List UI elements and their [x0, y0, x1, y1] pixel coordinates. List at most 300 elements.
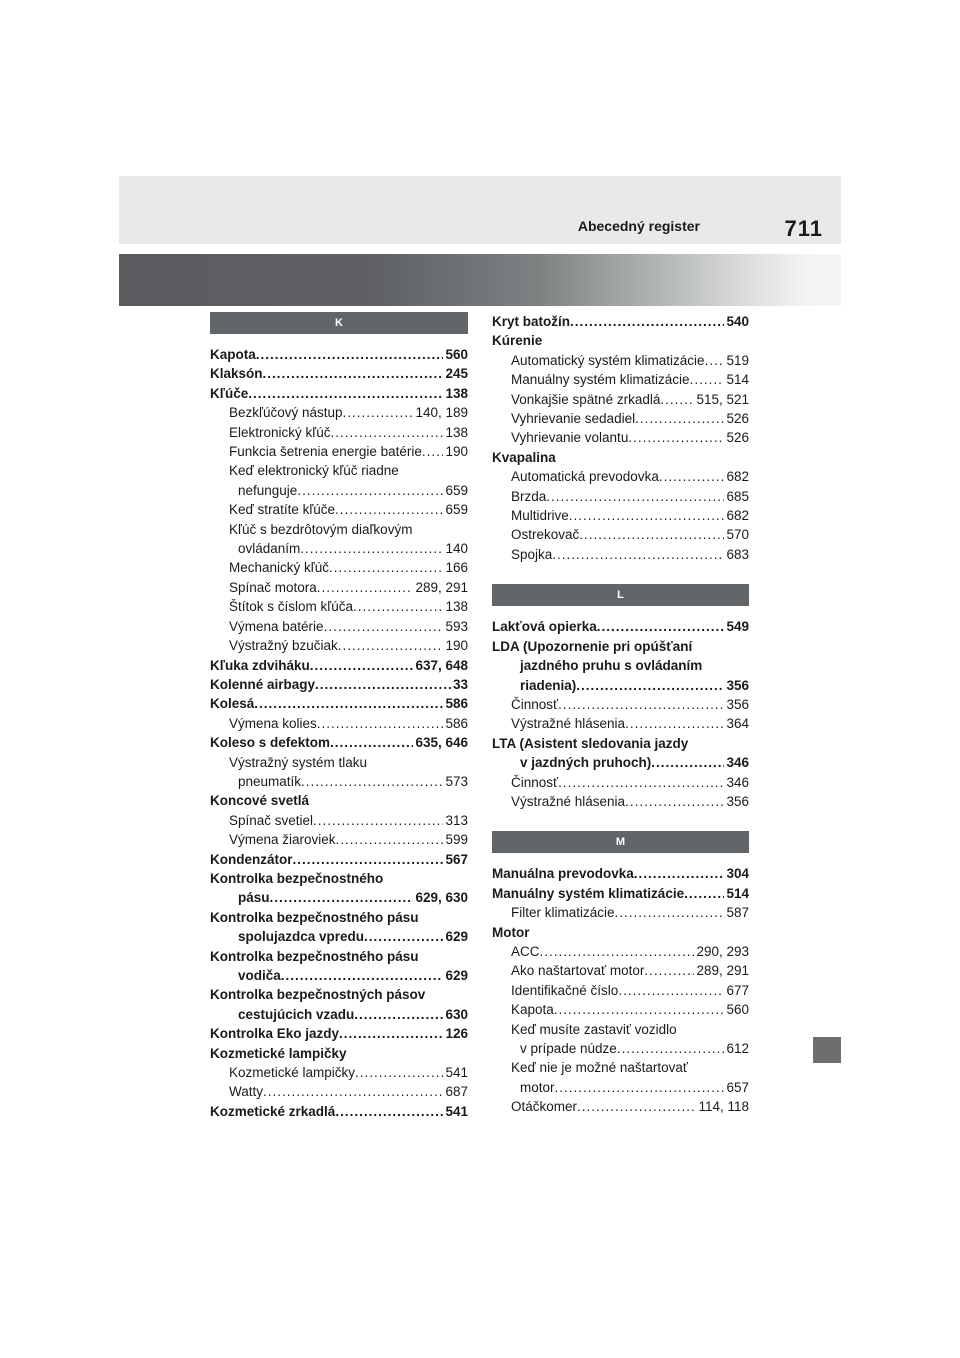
header-gradient-bar: [119, 254, 841, 306]
index-column-right: [492, 312, 749, 1117]
dot-leader: [628, 428, 724, 447]
page-reference[interactable]: 313: [445, 812, 468, 828]
page-reference[interactable]: 138: [445, 385, 468, 401]
index-subentry: [210, 461, 468, 480]
index-subentry: [492, 1078, 749, 1097]
index-entry: [210, 1005, 468, 1024]
entry-term: Výstražný bzučiak: [229, 638, 338, 654]
dot-leader: [615, 903, 725, 922]
index-entry: [210, 791, 468, 810]
entry-row: [511, 714, 749, 733]
page-reference[interactable]: 659: [445, 502, 468, 518]
entry-row: [210, 694, 468, 713]
index-subentry: [492, 695, 749, 714]
page-reference[interactable]: 549: [726, 619, 749, 635]
entry-term: Bezkľúčový nástup: [229, 405, 343, 421]
dot-leader: [684, 884, 724, 903]
entry-term: Keď musíte zastaviť vozidlo: [511, 1021, 677, 1037]
entry-term: Manuálna prevodovka: [492, 866, 634, 882]
page-reference[interactable]: 560: [445, 347, 468, 362]
entry-row: [229, 500, 468, 519]
index-subentry: [492, 1000, 749, 1019]
entry-term: ovládaním: [238, 541, 301, 557]
page-reference[interactable]: 364: [726, 716, 749, 732]
entry-term: pneumatík: [238, 773, 302, 789]
page-reference[interactable]: 290, 293: [696, 943, 749, 959]
dot-leader: [552, 545, 724, 564]
page-header: [119, 176, 841, 244]
entry-term: Otáčkomer: [511, 1099, 578, 1115]
page-reference[interactable]: 687: [445, 1084, 468, 1100]
dot-leader: [422, 442, 444, 461]
index-entry: [210, 985, 468, 1004]
entry-term: Kozmetické lampičky: [210, 1045, 347, 1061]
page-reference[interactable]: 190: [445, 638, 468, 654]
page-reference[interactable]: 587: [726, 905, 749, 921]
entry-row: [238, 481, 468, 500]
dot-leader: [625, 714, 724, 733]
page-reference[interactable]: 289, 291: [415, 579, 468, 595]
entry-term: Spínač motora: [229, 579, 317, 595]
entry-term: Identifikačné číslo: [511, 982, 619, 998]
index-column-left: [210, 312, 468, 1121]
entry-term: Watty: [229, 1084, 264, 1100]
entry-term: Keď stratíte kľúče: [229, 502, 336, 518]
section-spacer: [492, 564, 749, 584]
index-entry: [210, 384, 468, 403]
dot-leader: [297, 481, 443, 500]
page-reference[interactable]: 541: [445, 1065, 468, 1081]
index-subentry: [210, 539, 468, 558]
page-reference[interactable]: 630: [445, 1006, 468, 1022]
index-subentry: [492, 506, 749, 525]
entry-row: [511, 428, 749, 447]
entry-term: Kozmetické lampičky: [229, 1065, 356, 1081]
page-reference[interactable]: 573: [445, 773, 468, 789]
entry-row: [492, 312, 749, 331]
entry-term: Mechanický kľúč: [229, 560, 329, 576]
entry-term: Výmena kolies: [229, 715, 317, 731]
page-reference[interactable]: 356: [726, 793, 749, 809]
index-entry: [492, 448, 749, 467]
section-gap: [492, 853, 749, 864]
page-reference[interactable]: 612: [726, 1041, 749, 1056]
section-header-l: L: [492, 584, 749, 606]
entry-row: [520, 676, 749, 695]
page-reference[interactable]: 659: [445, 482, 468, 498]
dot-leader: [335, 1102, 443, 1121]
dot-leader: [254, 694, 443, 713]
dot-leader: [558, 773, 724, 792]
entry-row: [492, 617, 749, 636]
entry-row: [238, 772, 468, 791]
index-entry: [492, 676, 749, 695]
index-entry: [210, 1044, 468, 1063]
entry-term: v jazdných pruhoch): [520, 755, 652, 771]
index-entry: [492, 331, 749, 350]
page-reference[interactable]: 682: [726, 469, 749, 485]
entry-row: [229, 578, 468, 597]
dot-leader: [324, 617, 444, 636]
page-reference[interactable]: 586: [445, 696, 468, 712]
entry-row: [238, 966, 468, 985]
entry-term: Výmena žiaroviek: [229, 832, 336, 848]
entry-row: [238, 1005, 468, 1024]
index-entry: [210, 1024, 468, 1043]
dot-leader: [569, 506, 725, 525]
dot-leader: [281, 966, 444, 985]
section-gap: [210, 334, 468, 345]
index-subentry: [210, 753, 468, 772]
index-entry: [210, 733, 468, 752]
dot-leader: [644, 961, 694, 980]
entry-term: Štítok s číslom kľúča: [229, 599, 353, 615]
index-subentry: [210, 403, 468, 422]
entry-row: [210, 364, 468, 383]
index-subentry: [492, 792, 749, 811]
index-subentry: [492, 1097, 749, 1116]
entry-row: [511, 409, 749, 428]
entry-term: Multidrive: [511, 508, 569, 524]
index-subentry: [492, 370, 749, 389]
entry-row: [238, 927, 468, 946]
page-reference[interactable]: 635, 646: [415, 735, 468, 751]
entry-term: cestujúcich vzadu: [238, 1006, 355, 1022]
dot-leader: [554, 1000, 725, 1019]
entry-term: Automatická prevodovka: [511, 469, 659, 485]
entry-term: motor: [520, 1079, 555, 1095]
dot-leader: [558, 695, 724, 714]
page-reference[interactable]: 514: [726, 885, 749, 901]
page-reference[interactable]: 593: [445, 618, 468, 634]
entry-term: ACC: [511, 943, 540, 959]
entry-term: Kolenné airbagy: [210, 676, 316, 692]
page-reference[interactable]: 114, 118: [698, 1099, 749, 1115]
page-reference[interactable]: 356: [726, 677, 749, 693]
entry-term: Keď nie je možné naštartovať: [511, 1060, 688, 1076]
entry-row: [210, 384, 468, 403]
dot-leader: [343, 403, 414, 422]
index-subentry: [210, 617, 468, 636]
entry-row: [511, 695, 749, 714]
page-reference[interactable]: 515, 521: [696, 391, 749, 407]
page-reference[interactable]: 541: [445, 1103, 468, 1119]
entry-row: [520, 753, 749, 772]
dot-leader: [335, 500, 443, 519]
entry-row: [511, 942, 749, 961]
index-subentry: [492, 1058, 749, 1077]
index-entry: [210, 947, 468, 966]
index-entry: [210, 364, 468, 383]
entry-term: Ako naštartovať motor: [511, 963, 645, 979]
index-entry: [492, 312, 749, 331]
dot-leader: [651, 753, 724, 772]
entry-row: [511, 467, 749, 486]
page-reference[interactable]: 637, 648: [415, 657, 468, 673]
entry-row: [229, 442, 468, 461]
entry-term: Výmena batérie: [229, 618, 324, 634]
index-subentry: [492, 1039, 749, 1058]
entry-row: [210, 345, 468, 364]
page-reference[interactable]: 304: [726, 866, 749, 882]
entry-term: Vonkajšie spätné zrkadlá: [511, 391, 661, 407]
page-reference[interactable]: 586: [445, 715, 468, 731]
entry-term: jazdného pruhu s ovládaním: [520, 658, 703, 674]
header-title: Abecedný register: [577, 218, 700, 234]
index-subentry: [492, 428, 749, 447]
page-reference[interactable]: 289, 291: [696, 963, 749, 979]
dot-leader: [293, 850, 444, 869]
entry-term: Výstražný systém tlaku: [229, 754, 368, 770]
entry-row: [511, 487, 749, 506]
dot-leader: [310, 656, 414, 675]
page-reference[interactable]: 657: [726, 1079, 749, 1095]
entry-term: Výstražné hlásenia: [511, 793, 626, 809]
entry-row: [229, 597, 468, 616]
dot-leader: [659, 467, 725, 486]
page-reference[interactable]: 526: [726, 411, 749, 427]
entry-term: Kozmetické zrkadlá: [210, 1103, 336, 1119]
page-reference[interactable]: 140: [445, 541, 468, 557]
index-subentry: [210, 1063, 468, 1082]
entry-row: [229, 830, 468, 849]
entry-row: [229, 1082, 468, 1101]
entry-term: riadenia): [520, 677, 577, 693]
entry-row: [511, 792, 749, 811]
index-subentry: [492, 351, 749, 370]
entry-term: Koleso s defektom: [210, 735, 331, 751]
page-reference[interactable]: 629, 630: [415, 890, 468, 906]
entry-row: [492, 884, 749, 903]
entry-term: Vyhrievanie volantu: [511, 430, 629, 446]
index-subentry: [210, 772, 468, 791]
index-subentry: [210, 830, 468, 849]
index-entry: [210, 908, 468, 927]
dot-leader: [317, 578, 414, 597]
entry-row: [511, 981, 749, 1000]
page-reference[interactable]: 526: [726, 430, 749, 446]
page-reference[interactable]: 560: [726, 1002, 749, 1018]
entry-row: [238, 539, 468, 558]
entry-term: Kapota: [511, 1002, 554, 1018]
dot-leader: [570, 312, 724, 331]
page-reference[interactable]: 190: [445, 444, 468, 460]
page-reference[interactable]: 33: [452, 676, 468, 692]
page-reference[interactable]: 567: [445, 851, 468, 867]
dot-leader: [597, 617, 725, 636]
entry-row: [210, 675, 468, 694]
dot-leader: [263, 1082, 443, 1101]
page-reference[interactable]: 346: [726, 755, 749, 771]
entry-term: Keď elektronický kľúč riadne: [229, 463, 399, 479]
entry-row: [520, 1078, 749, 1097]
page-reference[interactable]: 677: [726, 982, 749, 998]
entry-term: Filter klimatizácie: [511, 905, 615, 921]
entry-term: Klaksón: [210, 366, 263, 382]
index-subentry: [492, 390, 749, 409]
entry-term: Kontrolka bezpečnostného pásu: [210, 909, 419, 925]
dot-leader: [705, 351, 725, 370]
page-reference[interactable]: 682: [726, 508, 749, 524]
dot-leader: [315, 675, 451, 694]
index-subentry: [492, 487, 749, 506]
entry-row: [511, 370, 749, 389]
index-entry: [210, 869, 468, 888]
index-subentry: [492, 942, 749, 961]
index-entry: [210, 694, 468, 713]
dot-leader: [540, 942, 695, 961]
index-subentry: [492, 903, 749, 922]
entry-row: [210, 733, 468, 752]
entry-row: [511, 525, 749, 544]
entry-term: Výstražné hlásenia: [511, 716, 626, 732]
page-reference[interactable]: 140, 189: [415, 405, 468, 421]
entry-term: Spojka: [511, 546, 553, 562]
index-entry: [210, 656, 468, 675]
index-entry: [492, 864, 749, 883]
entry-term: v prípade núdze: [520, 1041, 617, 1056]
page-reference[interactable]: 346: [726, 774, 749, 790]
index-entry: [210, 888, 468, 907]
dot-leader: [339, 1024, 443, 1043]
page-reference[interactable]: 629: [445, 929, 468, 945]
index-entry: [210, 850, 468, 869]
index-entry: [492, 923, 749, 942]
entry-row: [229, 811, 468, 830]
entry-term: Lakťová opierka: [492, 619, 597, 635]
index-subentry: [492, 714, 749, 733]
section-spacer: [492, 811, 749, 831]
entry-row: [238, 888, 468, 907]
entry-term: Kontrolka bezpečnostného pásu: [210, 948, 419, 964]
page-reference[interactable]: 683: [726, 546, 749, 562]
dot-leader: [270, 888, 414, 907]
dot-leader: [579, 525, 724, 544]
entry-term: Kľúč s bezdrôtovým diaľkovým: [229, 521, 413, 537]
page-reference[interactable]: 540: [726, 314, 749, 329]
thumb-index-tab: [813, 1037, 841, 1063]
index-subentry: [210, 1082, 468, 1101]
entry-row: [511, 545, 749, 564]
entry-term: Koncové svetlá: [210, 793, 310, 809]
section-gap: [492, 606, 749, 617]
entry-term: Činnosť: [511, 696, 559, 712]
entry-row: [229, 636, 468, 655]
entry-term: Kapota: [210, 347, 256, 362]
entry-row: [511, 773, 749, 792]
entry-row: [511, 351, 749, 370]
entry-term: Automatický systém klimatizácie: [511, 352, 705, 368]
dot-leader: [690, 370, 725, 389]
index-entry: [492, 884, 749, 903]
entry-term: Spínač svetiel: [229, 812, 314, 828]
index-subentry: [210, 481, 468, 500]
entry-row: [210, 656, 468, 675]
page-reference[interactable]: 126: [445, 1026, 468, 1042]
entry-term: spolujazdca vpredu: [238, 929, 365, 945]
index-subentry: [210, 714, 468, 733]
entry-term: vodiča: [238, 968, 281, 983]
entry-term: LTA (Asistent sledovania jazdy: [492, 735, 689, 751]
entry-term: Činnosť: [511, 774, 559, 790]
index-subentry: [492, 1020, 749, 1039]
entry-term: Vyhrievanie sedadiel: [511, 411, 636, 427]
index-subentry: [210, 520, 468, 539]
dot-leader: [364, 927, 443, 946]
page-reference[interactable]: 138: [445, 599, 468, 615]
entry-row: [210, 1102, 468, 1121]
index-subentry: [210, 423, 468, 442]
index-entry: [210, 1102, 468, 1121]
entry-row: [210, 1024, 468, 1043]
dot-leader: [353, 597, 443, 616]
page-reference[interactable]: 356: [726, 696, 749, 712]
dot-leader: [263, 364, 444, 383]
entry-term: Motor: [492, 924, 530, 940]
page-reference[interactable]: 570: [726, 527, 749, 543]
page-reference[interactable]: 138: [445, 424, 468, 440]
dot-leader: [618, 981, 724, 1000]
entry-row: [511, 961, 749, 980]
index-subentry: [492, 773, 749, 792]
entry-row: [229, 1063, 468, 1082]
page-reference[interactable]: 514: [726, 372, 749, 388]
entry-term: Brzda: [511, 488, 547, 504]
dot-leader: [355, 1063, 443, 1082]
page-reference[interactable]: 519: [726, 352, 749, 368]
dot-leader: [354, 1005, 443, 1024]
dot-leader: [625, 792, 724, 811]
index-entry: [492, 637, 749, 656]
index-subentry: [210, 500, 468, 519]
index-subentry: [210, 636, 468, 655]
entry-term: Kondenzátor: [210, 851, 293, 867]
entry-term: Manuálny systém klimatizácie: [511, 372, 690, 388]
page-reference[interactable]: 629: [445, 968, 468, 983]
index-entry: [210, 675, 468, 694]
dot-leader: [634, 864, 725, 883]
dot-leader: [336, 830, 444, 849]
dot-leader: [546, 487, 724, 506]
index-entry: [492, 617, 749, 636]
entry-row: [492, 864, 749, 883]
entry-term: Kvapalina: [492, 449, 556, 465]
entry-row: [229, 423, 468, 442]
index-subentry: [492, 525, 749, 544]
dot-leader: [635, 409, 724, 428]
index-subentry: [210, 811, 468, 830]
page-reference[interactable]: 245: [445, 366, 468, 382]
entry-row: [511, 1097, 749, 1116]
index-subentry: [210, 442, 468, 461]
entry-row: [520, 1039, 749, 1058]
entry-term: Kúrenie: [492, 333, 543, 349]
dot-leader: [617, 1039, 725, 1058]
page-reference[interactable]: 166: [445, 560, 468, 576]
page-reference[interactable]: 685: [726, 488, 749, 504]
index-entry: [210, 927, 468, 946]
entry-term: Manuálny systém klimatizácie: [492, 885, 685, 901]
entry-term: Kontrolka Eko jazdy: [210, 1026, 340, 1042]
dot-leader: [317, 714, 444, 733]
entry-row: [511, 506, 749, 525]
entry-row: [210, 850, 468, 869]
index-entry: [492, 753, 749, 772]
entry-term: Kryt batožín: [492, 314, 571, 329]
entry-row: [511, 390, 749, 409]
page-reference[interactable]: 599: [445, 832, 468, 848]
entry-term: pásu: [238, 890, 270, 906]
